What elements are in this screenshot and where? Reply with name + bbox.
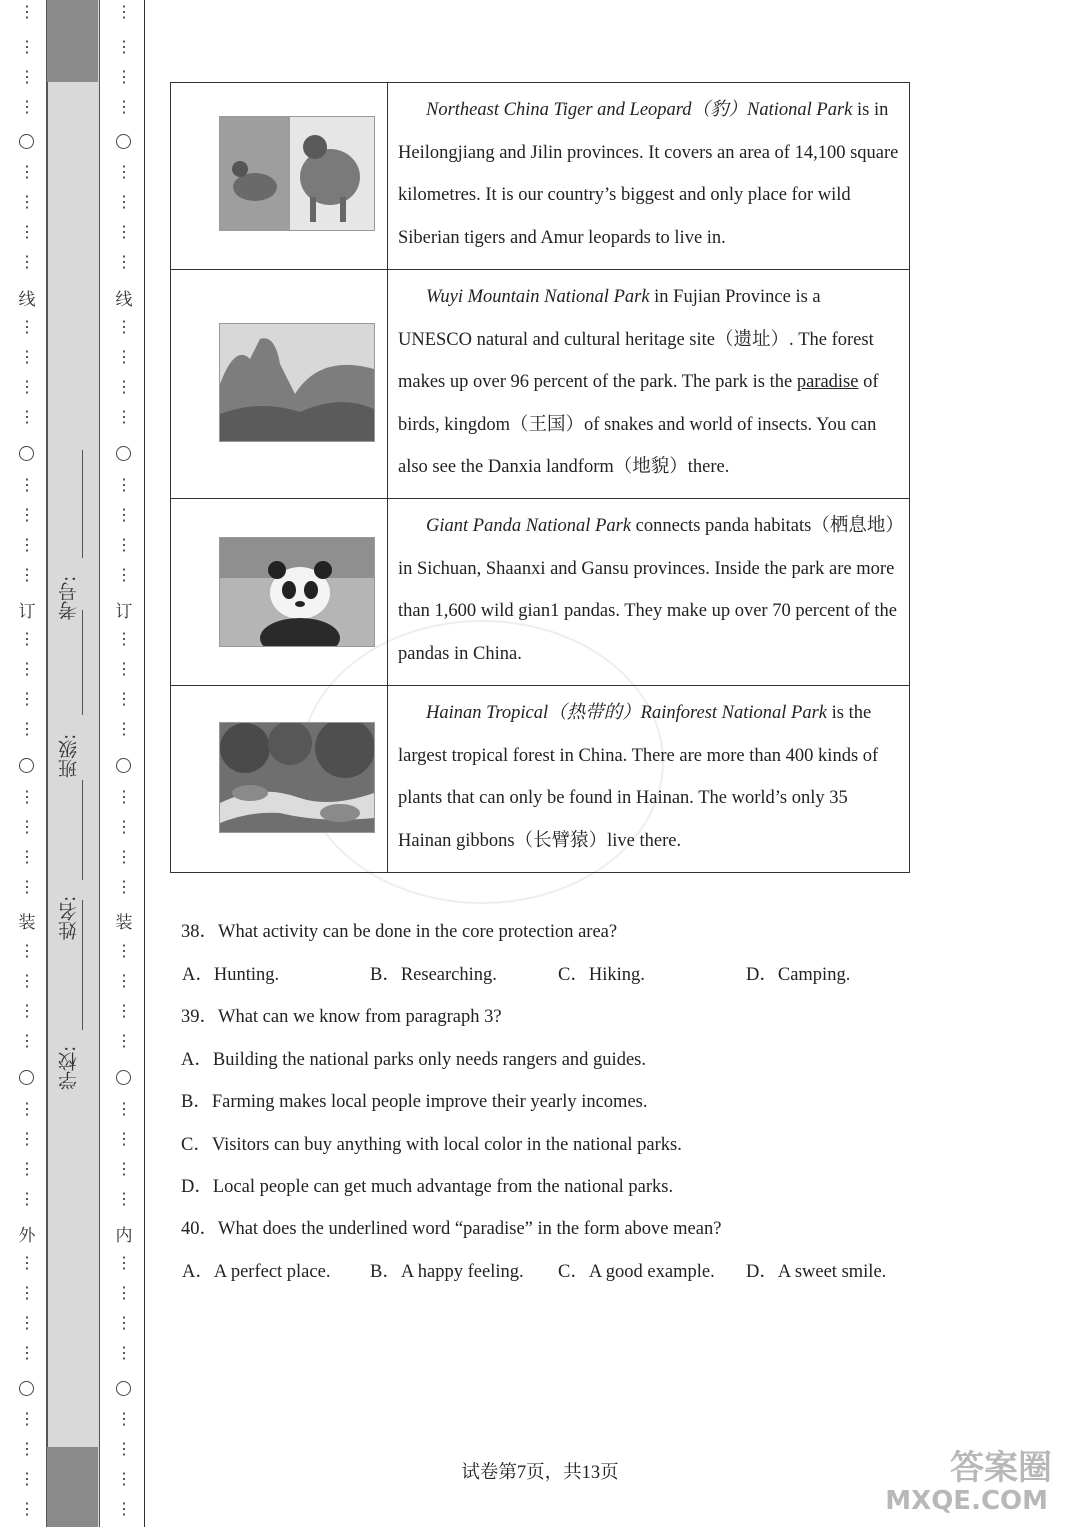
outer-binding-column: ⋮ ⋮ ⋮ ⋮ ⋮ ⋮ ⋮ ⋮ 线 ⋮ ⋮ ⋮ ⋮ ⋮ ⋮ ⋮ ⋮ 订 ⋮ ⋮ ⋮ ⋮ ⋮ ⋮ ⋮ ⋮ 装 ⋮ ⋮ ⋮ ⋮ ⋮ ⋮ ⋮ ⋮ 外 ⋮ ⋮ ⋮ ⋮ ⋮ ⋮ ⋮ ⋮ [14,0,40,1527]
park-name: Hainan Tropical（热带的）Rainforest National Park [426,703,828,723]
binding-hole-icon [116,1381,131,1396]
name-field-label: 姓名: [58,895,80,940]
question-38-stem: 38．What activity can be done in the core protection area? [181,922,618,942]
park-row [171,686,910,873]
panda-photo-icon [219,537,375,647]
rainforest-photo-icon [219,722,375,833]
q38-option-d[interactable]: D．Camping. [746,965,851,985]
school-field-label: 学校: [58,1045,80,1090]
question-39-stem: 39．What can we know from paragraph 3? [181,1007,502,1027]
binding-char-ding: 订 [115,602,133,621]
park-text: in Fujian Province is a UNESCO natural and cultural heritage site（遗址）. The forest makes up over 96 percent of the park. The park is the [398,287,874,392]
binding-hole-icon [19,758,34,773]
q38-option-c[interactable]: C．Hiking. [558,965,645,985]
q39-option-d[interactable]: D．Local people can get much advantage from the national parks. [181,1177,674,1197]
binding-hole-icon [19,446,34,461]
class-field-line[interactable] [82,610,83,715]
exam-no-field-label: 考号: [58,575,80,620]
q38-option-a[interactable]: A．Hunting. [182,965,280,985]
binding-hole-icon [116,446,131,461]
q38-option-b[interactable]: B．Researching. [370,965,497,985]
park-description [388,270,910,499]
binding-char-wai: 外 [18,1226,36,1245]
q39-option-a[interactable]: A．Building the national parks only needs rangers and guides. [181,1050,646,1070]
park-row [171,83,910,270]
park-image-cell [171,499,388,686]
park-name: Wuyi Mountain National Park [426,287,650,307]
q39-option-b[interactable]: B．Farming makes local people improve their yearly incomes. [181,1092,648,1112]
watermark-url: MXQE.COM [885,1486,1048,1516]
tiger-leopard-photo-icon [219,116,375,231]
binding-hole-icon [116,758,131,773]
park-image-cell [171,270,388,499]
binding-char-xian: 线 [115,290,133,309]
park-text: is the largest tropical forest in China. There are more than 400 kinds of plants that can only be found in Hainan. The world’s only 35 Hainan gibbons（长臂猿）live there. [398,703,879,851]
question-40-stem: 40．What does the underlined word “paradise” in the form above mean? [181,1219,722,1239]
park-text: connects panda habitats（栖息地）in Sichuan, Shaanxi and Gansu provinces. Inside the park are more than 1,600 wild gian1 pandas. They make up over 70 percent of the pandas in China. [398,516,898,664]
inner-binding-column: ⋮ ⋮ ⋮ ⋮ ⋮ ⋮ ⋮ ⋮ 线 ⋮ ⋮ ⋮ ⋮ ⋮ ⋮ ⋮ ⋮ 订 ⋮ ⋮ ⋮ ⋮ ⋮ ⋮ ⋮ ⋮ 装 ⋮ ⋮ ⋮ ⋮ ⋮ ⋮ ⋮ ⋮ 内 ⋮ ⋮ ⋮ ⋮ ⋮ ⋮ ⋮ ⋮ [111,0,137,1527]
binding-hole-icon [19,134,34,149]
q39-option-c[interactable]: C．Visitors can buy anything with local color in the national parks. [181,1135,682,1155]
name-field-line[interactable] [82,780,83,880]
park-text: is in Heilongjiang and Jilin provinces. It covers an area of 14,100 square kilometres. It is our country’s biggest and only place for wild Siberian tigers and Amur leopards to live in. [398,100,899,248]
park-description [388,499,910,686]
park-row [171,499,910,686]
mountain-photo-icon [219,323,375,442]
q40-option-c[interactable]: C．A good example. [558,1262,715,1282]
park-description [388,686,910,873]
class-field-label: 班级: [58,733,80,778]
binding-char-nei: 内 [115,1226,133,1245]
park-image-cell [171,686,388,873]
national-parks-table [170,82,910,873]
underlined-word: paradise [796,372,859,392]
park-name: Giant Panda National Park [426,516,632,536]
q40-option-d[interactable]: D．A sweet smile. [746,1262,887,1282]
binding-hole-icon [116,1070,131,1085]
park-description [388,83,910,270]
binding-line [144,0,145,1527]
binding-hole-icon [19,1070,34,1085]
park-image-cell [171,83,388,270]
park-name: Northeast China Tiger and Leopard（豹）National Park [426,100,853,120]
binding-char-ding: 订 [18,602,36,621]
binding-char-xian: 线 [18,290,36,309]
binding-dark-block [47,0,98,82]
binding-char-zhuang: 装 [18,913,36,932]
q40-option-b[interactable]: B．A happy feeling. [370,1262,524,1282]
binding-char-zhuang: 装 [115,913,133,932]
page-footer: 试卷第7页，共13页 [461,1463,619,1483]
q40-option-a[interactable]: A．A perfect place. [182,1262,331,1282]
exam-no-field-line[interactable] [82,450,83,558]
binding-hole-icon [116,134,131,149]
watermark-logo: 答案圈 [950,1448,1052,1488]
park-text: of birds, kingdom（王国）of snakes and world of insects. You can also see the Danxia landform（地貌）there. [398,372,879,477]
park-row [171,270,910,499]
binding-hole-icon [19,1381,34,1396]
